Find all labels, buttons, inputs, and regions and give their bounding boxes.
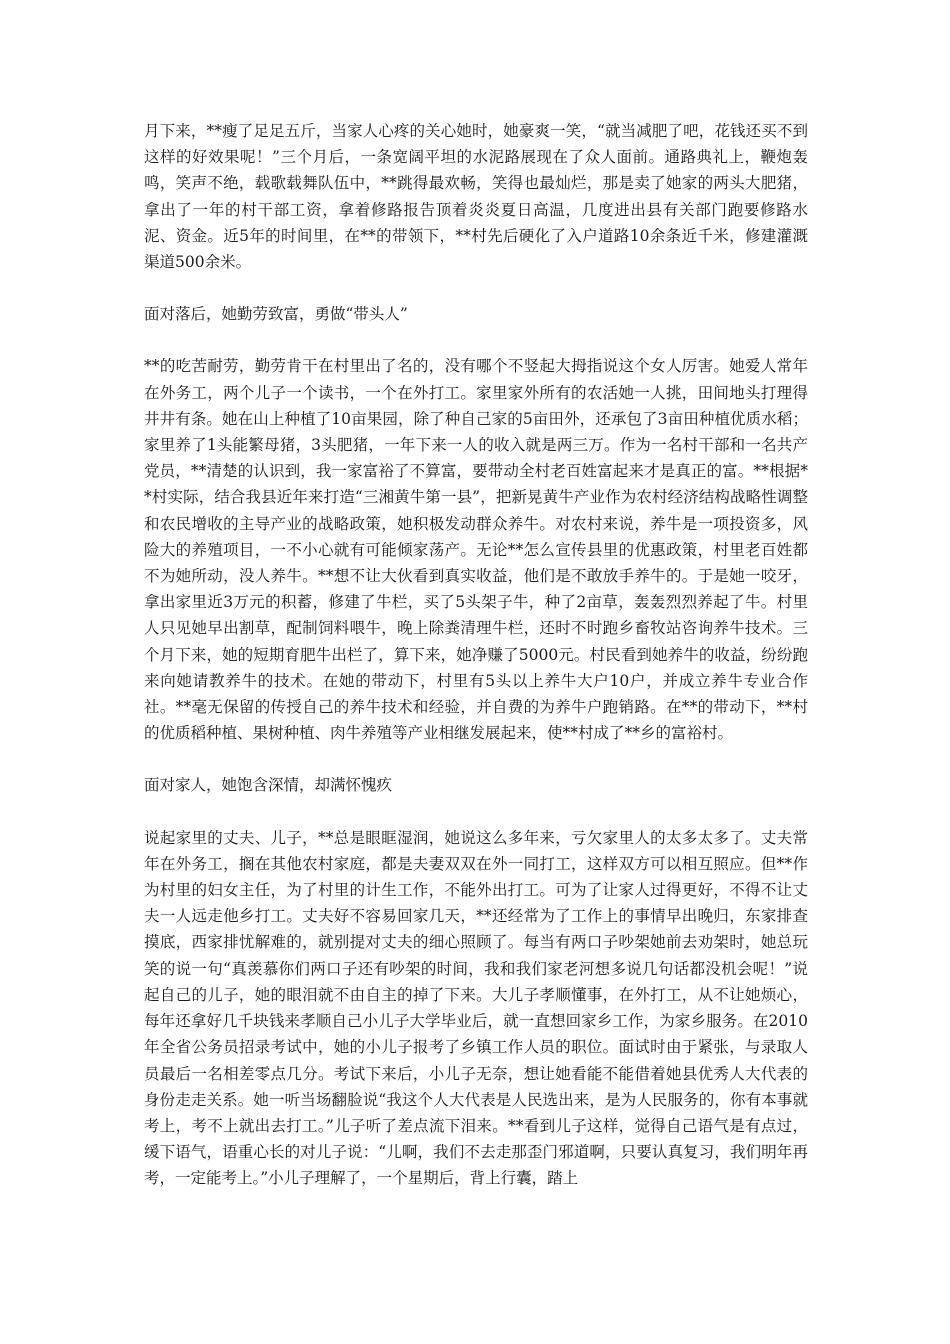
body-paragraph-2: **的吃苦耐劳，勤劳肯干在村里出了名的，没有哪个不竖起大拇指说这个女人厉害。她爱人常年在外务工，两个儿子一个读书，一个在外打工。家里家外所有的农活她一人挑，田间地头打理得井井有条。她在山上种植了10亩果园，除了种自己家的5亩田外，还承包了3亩田种植优质水稻；家里养了1头能繁母猪，3头肥猪，一年下来一人的收入就是两三万。作为一名村干部和一名共产党员，**清楚的认识到，我一家富裕了不算富，要带动全村老百姓富起来才是真正的富。**根据**村实际，结合我县近年来打造“三湘黄牛第一县”，把新晃黄牛产业作为农村经济结构战略性调整和农民增收的主导产业的战略政策，她积极发动群众养牛。对农村来说，养牛是一项投资多，风险大的养殖项目，一不小心就有可能倾家荡产。无论**怎么宣传县里的优惠政策，村里老百姓都不为她所动，没人养牛。**想不让大伙看到真实收益，他们是不敢放手养牛的。于是她一咬牙，拿出家里近3万元的积蓄，修建了牛栏，买了5头架子牛，种了2亩草，轰轰烈烈养起了牛。村里人只见她早出割草，配制饲料喂牛，晚上除粪清理牛栏，还时不时跑乡畜牧站咨询养牛技术。三个月下来，她的短期育肥牛出栏了，算下来，她净赚了5000元。村民看到她养牛的收益，纷纷跑来向她请教养牛的技术。在她的带动下，村里有5头以上养牛大户10户，并成立养牛专业合作社。**毫无保留的传授自己的养牛技术和经验，并自费的为养牛户跑销路。在**的带动下，**村的优质稻种植、果树种植、肉牛养殖等产业相继发展起来，使**村成了**乡的富裕村。 bbox=[144, 357, 808, 743]
section-heading-2: 面对家人，她饱含深情，却满怀愧疚 bbox=[144, 776, 393, 795]
body-paragraph-1: 月下来，**瘦了足足五斤，当家人心疼的关心她时，她豪爽一笑，“就当减肥了吧，花钱还买不到这样的好效果呢！”三个月后，一条宽阔平坦的水泥路展现在了众人面前。通路典礼上，鞭炮轰鸣，笑声不绝，载歌载舞队伍中，**跳得最欢畅，笑得也最灿烂，那是卖了她家的两头大肥猪，拿出了一年的村干部工资，拿着修路报告顶着炎炎夏日高温，几度进出县有关部门跑要修路水泥、资金。近5年的时间里，在**的带领下，**村先后硬化了入户道路10余条近千米，修建灌溉渠道500余米。 bbox=[144, 122, 808, 272]
section-heading-1: 面对落后，她勤劳致富，勇做“带头人” bbox=[144, 305, 408, 324]
document-page bbox=[144, 118, 808, 1192]
body-paragraph-3: 说起家里的丈夫、儿子，**总是眼眶湿润，她说这么多年来，亏欠家里人的太多太多了。丈夫常年在外务工，搁在其他农村家庭，都是夫妻双双在外一同打工，这样双方可以相互照应。但**作为村里的妇女主任，为了村里的计生工作，不能外出打工。可为了让家人过得更好，不得不让丈夫一人远走他乡打工。丈夫好不容易回家几天，**还经常为了工作上的事情早出晚归，东家排查摸底，西家排忧解难的，就别提对丈夫的细心照顾了。每当有两口子吵架她前去劝架时，她总玩笑的说一句“真羡慕你们两口子还有吵架的时间，我和我们家老河想多说几句话都没机会呢！”说起自己的儿子，她的眼泪就不由自主的掉了下来。大儿子孝顺懂事，在外打工，从不让她烦心，每年还拿好几千块钱来孝顺自己小儿子大学毕业后，就一直想回家乡工作，为家乡服务。在2010年全省公务员招录考试中，她的小儿子报考了乡镇工作人员的职位。面试时由于紧张，与录取人员最后一名相差零点几分。考试下来后，小儿子无奈，想让她看能不能借着她县优秀人大代表的身份走走关系。她一听当场翻脸说“我这个人大代表是人民选出来，是为人民服务的，你有本事就考上，考不上就出去打工。”儿子听了差点流下泪来。**看到儿子这样，觉得自己语气是有点过，缓下语气，语重心长的对儿子说：“儿啊，我们不去走那歪门邪道啊，只要认真复习，我们明年再考，一定能考上。”小儿子理解了，一个星期后，背上行囊，踏上 bbox=[144, 828, 808, 1188]
